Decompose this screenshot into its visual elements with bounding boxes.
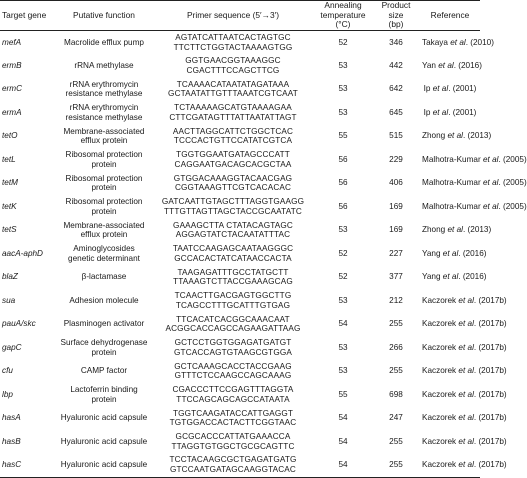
reference-author: Ip (423, 107, 433, 117)
forward-primer: TAATCCAAGAGCAATAAGGGC (172, 244, 294, 254)
reference-year: . (2017b) (473, 389, 507, 399)
function-line: Hyaluronic acid capsule (60, 460, 148, 470)
table-row (0, 383, 480, 407)
table-row (0, 430, 480, 454)
function-line: Surface dehydrogenase (60, 338, 148, 348)
annealing-temperature-cell: 52 (338, 272, 348, 282)
reference-cell (420, 336, 507, 360)
putative-function-cell (56, 101, 152, 125)
reference-et-al: et al (450, 37, 466, 47)
reference-author: Yan (422, 60, 439, 70)
function-line: CAMP factor (80, 366, 128, 376)
target-gene-cell: tetK (2, 201, 17, 211)
function-line: Hyaluronic acid capsule (60, 436, 148, 446)
function-line: Membrane-associated (63, 126, 145, 136)
product-size-cell: 212 (389, 295, 403, 305)
reverse-primer: AGGAGTATCTACAATATTTAC (175, 230, 291, 240)
reference-year: . (2017b) (473, 319, 507, 329)
target-gene-cell: aacA-aphD (2, 248, 43, 258)
reference-author: Malhotra-Kumar (422, 178, 483, 188)
reference-et-al: et al (432, 84, 449, 94)
reference-author: Yang (422, 248, 443, 258)
table-row (0, 172, 480, 196)
annealing-temperature-cell: 53 (338, 366, 348, 376)
reference-cell (420, 125, 492, 149)
target-gene-cell: ermA (2, 107, 22, 117)
table-row (0, 266, 480, 290)
reverse-primer: TCCCACTGTTCCATATCGTCA (173, 136, 293, 146)
putative-function-cell (56, 313, 152, 337)
reference-author: Zhong (422, 131, 448, 141)
primer-sequence-cell (152, 407, 314, 431)
annealing-temperature-cell: 53 (338, 107, 348, 117)
primer-sequence-cell (152, 195, 314, 219)
target-gene-cell: pauA/skc (2, 319, 36, 329)
primer-sequence-cell (152, 78, 314, 102)
forward-primer: TGGTCAAGATACCATTGAGGT (172, 408, 294, 418)
primer-sequence-cell (152, 383, 314, 407)
product-size-cell: 227 (389, 248, 403, 258)
product-size-cell: 642 (389, 84, 403, 94)
putative-function-cell (56, 54, 152, 78)
annealing-temperature-cell: 52 (338, 37, 348, 47)
reference-author: Malhotra-Kumar (422, 154, 483, 164)
table-row (0, 101, 480, 125)
putative-function-cell (56, 125, 152, 149)
putative-function-cell (56, 242, 152, 266)
reference-et-al: et al (482, 201, 499, 211)
function-line: protein (91, 159, 117, 169)
function-line: rRNA methylase (74, 60, 134, 70)
annealing-temperature-cell: 55 (338, 131, 348, 141)
putative-function-cell (56, 195, 152, 219)
table-row (0, 242, 480, 266)
product-size-cell: 169 (389, 201, 403, 211)
reverse-primer: ACGGCACCAGCCAGAAGATTAAG (165, 324, 301, 334)
reference-et-al: et al (458, 389, 474, 399)
primer-sequence-cell (152, 266, 314, 290)
header-temp-line2: temperature (320, 9, 366, 20)
reference-cell (420, 78, 480, 102)
target-gene-cell: hasC (0, 454, 56, 478)
forward-primer: GTGGACAAAGGTACAACGAG (173, 173, 293, 183)
product-size-cell: 645 (389, 107, 403, 117)
annealing-temperature-cell: 54 (338, 319, 348, 329)
annealing-temperature-cell: 56 (338, 178, 348, 188)
annealing-temperature-cell: 54 (338, 436, 348, 446)
function-line: Ribosomal protection (65, 150, 143, 160)
forward-primer: TGGTGGAATGATAGCCCATT (176, 150, 290, 160)
function-line: protein (91, 183, 117, 193)
reference-et-al: et al (458, 460, 474, 470)
primer-sequence-cell (152, 430, 314, 454)
primer-sequence-cell (152, 313, 314, 337)
function-line: Ribosomal protection (65, 197, 143, 207)
reverse-primer: GTCCAATGATAGCAAGGTACAC (170, 465, 296, 474)
reference-author: Malhotra-Kumar (422, 201, 483, 211)
product-size-cell: 255 (372, 454, 420, 478)
reference-et-al: et al (442, 248, 459, 258)
reference-author: Ip (423, 84, 433, 94)
reverse-primer: TTCCAGCAGCAGCCATAATA (176, 394, 290, 404)
target-gene-cell: tetS (2, 225, 17, 235)
header-target-gene: Target gene (0, 1, 56, 31)
forward-primer: TCCTACAAGCGCTGAGATGATG (169, 455, 297, 465)
target-gene-cell: tetM (2, 178, 18, 188)
header-row (0, 1, 480, 31)
function-line: Ribosomal protection (65, 173, 143, 183)
forward-primer: GGTGAACGGTAAAGGC (185, 56, 281, 66)
reference-et-al: et al (442, 272, 459, 282)
header-primer-sequence: Primer sequence (5′→3′) (152, 1, 314, 31)
forward-primer: CGACCCTTCCGAGTTTAGGTA (172, 385, 294, 395)
reverse-primer: TTCTTCTGGTACTAAAAGTGG (173, 42, 293, 52)
reverse-primer: GTCACCAGTGTAAGCGTGGA (174, 347, 292, 357)
putative-function-cell (56, 148, 152, 172)
reference-year: . (2017b) (473, 413, 507, 423)
target-gene-cell: blaZ (2, 272, 18, 282)
target-gene-cell: hasA (2, 413, 21, 423)
annealing-temperature-cell: 53 (338, 225, 348, 235)
putative-function-cell (56, 360, 152, 384)
reference-et-al: et al (438, 60, 454, 70)
header-product-size (372, 1, 420, 31)
reference-cell (420, 360, 507, 384)
reference-cell (420, 54, 480, 78)
reference-author: Kaczorek (422, 436, 459, 446)
reverse-primer: CAGGAATGACAGCACGCTAA (174, 159, 292, 169)
header-temp-line3: (°C) (335, 19, 351, 30)
reference-year: . (2005) (498, 154, 527, 164)
reference-cell (420, 430, 507, 454)
reference-author: Takaya (422, 37, 451, 47)
reference-year: . (2005) (498, 178, 527, 188)
function-line: β-lactamase (81, 272, 127, 282)
putative-function-cell (56, 289, 152, 313)
forward-primer: TAAGAGATTTGCCTATGCTT (177, 267, 289, 277)
product-size-cell: 377 (389, 272, 403, 282)
reference-et-al: et al (458, 295, 474, 305)
table-row (0, 195, 480, 219)
reference-year: . (2017b) (473, 342, 507, 352)
reference-cell (420, 219, 492, 243)
target-gene-cell: gapC (2, 342, 22, 352)
target-gene-cell: tetL (2, 154, 16, 164)
target-gene-cell: ermC (2, 84, 23, 94)
function-line: rRNA erythromycin (69, 103, 139, 113)
table-row (0, 360, 480, 384)
reference-et-al: et al (432, 107, 449, 117)
putative-function-cell (56, 219, 152, 243)
putative-function-cell (56, 266, 152, 290)
reference-year: . (2001) (448, 84, 477, 94)
annealing-temperature-cell: 53 (338, 60, 348, 70)
primer-sequence-cell (152, 125, 314, 149)
product-size-cell: 698 (389, 389, 403, 399)
primer-sequence-cell (152, 360, 314, 384)
putative-function-cell (56, 383, 152, 407)
putative-function-cell (56, 78, 152, 102)
primer-sequence-cell (152, 219, 314, 243)
primer-sequence-cell (152, 289, 314, 313)
table-row (0, 219, 480, 243)
reference-author: Kaczorek (422, 342, 459, 352)
reverse-primer: TTTGTTAGTTAGCTACCGCAATATC (164, 206, 302, 216)
reference-year: . (2017b) (473, 295, 507, 305)
product-size-cell: 247 (389, 413, 403, 423)
table-row (0, 125, 480, 149)
reference-year: . (2016) (453, 60, 482, 70)
function-line: rRNA erythromycin (69, 79, 139, 89)
product-size-cell: 266 (389, 342, 403, 352)
forward-primer: TCAAAACATAATATAGATAAA (176, 79, 290, 89)
reverse-primer: TTAAAGTCTTACCGAAAGCAG (173, 277, 293, 287)
table-body (0, 31, 527, 478)
reference-cell (420, 242, 487, 266)
function-line: Plasminogen activator (63, 319, 145, 329)
reference-cell (420, 101, 480, 125)
reference-cell (420, 289, 507, 313)
target-gene-cell: lbp (2, 389, 13, 399)
annealing-temperature-cell: 56 (338, 154, 348, 164)
target-gene-cell: hasB (2, 436, 21, 446)
target-gene-cell: cfu (2, 366, 13, 376)
product-size-cell: 346 (389, 37, 403, 47)
header-size-line2: (bp) (388, 19, 404, 30)
product-size-cell: 442 (389, 60, 403, 70)
forward-primer: GAAAGCTTA CTATACAGTAGC (173, 220, 293, 230)
function-line: protein (91, 206, 117, 216)
forward-primer: GATCAATTGTAGCTTTAGGTGAAGG (161, 197, 305, 207)
reference-author: Kaczorek (422, 460, 459, 470)
forward-primer: TCTAAAAAGCATGTAAAAGAA (174, 103, 292, 113)
annealing-temperature-cell: 52 (338, 248, 348, 258)
reference-et-al: et al (458, 342, 474, 352)
reverse-primer: CGGTAAAGTTCGTCACACAC (174, 183, 292, 193)
product-size-cell: 169 (389, 225, 403, 235)
table-row (0, 148, 480, 172)
function-line: efflux protein (80, 230, 128, 240)
reverse-primer: GCCACACTATCATAACCACTA (174, 253, 292, 263)
reference-et-al: et al (447, 225, 463, 235)
annealing-temperature-cell: 53 (338, 342, 348, 352)
reference-year: . (2017b) (473, 366, 507, 376)
table-row (0, 54, 480, 78)
header-reference: Reference (420, 1, 480, 31)
target-gene-cell: mefA (2, 37, 22, 47)
reference-cell (420, 195, 527, 219)
primer-sequence-cell (152, 242, 314, 266)
reference-author: Yang (422, 272, 443, 282)
reference-author: Kaczorek (422, 389, 459, 399)
annealing-temperature-cell: 56 (338, 201, 348, 211)
reverse-primer: GTTTCTCCAAGCCAGCAAAG (174, 371, 292, 381)
putative-function-cell (56, 31, 152, 55)
header-temp-line1: Annealing (324, 0, 362, 11)
table-header (0, 1, 480, 31)
annealing-temperature-cell: 55 (338, 389, 348, 399)
forward-primer: GCTCCTGGTGGAGATGATGT (174, 338, 292, 348)
reference-year: . (2010) (465, 37, 494, 47)
putative-function-cell (56, 454, 152, 478)
reverse-primer: TGTGGACCACTACTTCGGTAAC (169, 418, 297, 428)
reference-cell (420, 172, 527, 196)
annealing-temperature-cell: 54 (314, 454, 372, 478)
primer-sequence-cell (152, 336, 314, 360)
target-gene-cell: sua (2, 295, 16, 305)
putative-function-cell (56, 336, 152, 360)
putative-function-cell (56, 430, 152, 454)
reference-year: . (2017b) (473, 436, 507, 446)
function-line: Macrolide efflux pump (64, 37, 144, 47)
reference-author: Kaczorek (422, 319, 459, 329)
primer-sequence-cell (152, 172, 314, 196)
reference-et-al: et al (458, 319, 474, 329)
reference-cell (420, 407, 507, 431)
product-size-cell: 515 (389, 131, 403, 141)
reference-year: . (2013) (462, 225, 492, 235)
header-size-line1: Product size (381, 0, 411, 20)
reference-et-al: et al (447, 131, 463, 141)
reference-cell (420, 31, 494, 55)
product-size-cell: 255 (389, 319, 403, 329)
target-gene-cell: ermB (2, 60, 22, 70)
reference-et-al: et al (458, 413, 474, 423)
target-gene-cell: tetO (2, 131, 18, 141)
table-row (0, 78, 480, 102)
reference-author: Kaczorek (422, 413, 459, 423)
reverse-primer: CGACTTTCCAGCTTCG (186, 65, 280, 75)
product-size-cell: 255 (389, 366, 403, 376)
primer-sequence-cell (152, 31, 314, 55)
reference-et-al: et al (458, 366, 474, 376)
reference-year: . (2005) (498, 201, 527, 211)
function-line: protein (91, 394, 117, 404)
reverse-primer: CTTCGATAGTTTATTAATATTAGT (169, 112, 297, 122)
forward-primer: AGTATCATTAATCACTAGTGC (175, 32, 291, 42)
function-line: genetic determinant (68, 253, 140, 263)
reference-cell (420, 266, 487, 290)
forward-primer: AACTTAGGCATTCTGGCTCAC (172, 126, 294, 136)
function-line: resistance methylase (65, 89, 143, 99)
reference-cell (420, 454, 507, 478)
annealing-temperature-cell: 54 (338, 413, 348, 423)
table-row (0, 454, 480, 478)
reference-author: Zhong (422, 225, 448, 235)
function-line: protein (91, 347, 117, 357)
reference-cell (420, 383, 507, 407)
product-size-cell: 255 (389, 436, 403, 446)
putative-function-cell (56, 172, 152, 196)
forward-primer: GCTCAAAGCACCTACCGAAG (174, 361, 292, 371)
reference-et-al: et al (458, 436, 474, 446)
annealing-temperature-cell: 53 (338, 84, 348, 94)
forward-primer: TTCACATCACGGCAAACAAT (176, 314, 290, 324)
function-line: Adhesion molecule (69, 295, 139, 305)
function-line: efflux protein (80, 136, 128, 146)
primer-sequence-cell (152, 454, 314, 478)
reference-year: . (2016) (458, 272, 487, 282)
primer-sequence-cell (152, 101, 314, 125)
putative-function-cell (56, 407, 152, 431)
reference-et-al: et al (482, 178, 499, 188)
forward-primer: TCAACTTGACGAGTGGCTTG (174, 291, 292, 301)
reverse-primer: TTAGGTGTGGCTGCGCAGTTC (171, 441, 295, 451)
reverse-primer: GCTAATATTGTTTAAATCGTCAAT (168, 89, 298, 99)
annealing-temperature-cell: 53 (338, 295, 348, 305)
function-line: Lactoferrin binding (70, 385, 138, 395)
reverse-primer: TCAGCCTTTGCATTTGTGAG (175, 300, 291, 310)
product-size-cell: 229 (389, 154, 403, 164)
table-row (0, 336, 480, 360)
reference-year: . (2001) (448, 107, 477, 117)
product-size-cell: 406 (389, 178, 403, 188)
header-annealing-temperature (314, 1, 372, 31)
table-row (0, 289, 480, 313)
function-line: resistance methylase (65, 112, 143, 122)
reference-year: . (2013) (462, 131, 492, 141)
table-row (0, 31, 480, 55)
reference-year: . (2017b) (473, 460, 507, 470)
primer-sequence-cell (152, 148, 314, 172)
reference-et-al: et al (482, 154, 499, 164)
reference-cell (420, 148, 527, 172)
table-row (0, 313, 480, 337)
reference-cell (420, 313, 507, 337)
reference-author: Kaczorek (422, 366, 459, 376)
reference-author: Kaczorek (422, 295, 459, 305)
primer-sequence-cell (152, 54, 314, 78)
function-line: Membrane-associated (63, 220, 145, 230)
function-line: Hyaluronic acid capsule (60, 413, 148, 423)
function-line: Aminoglycosides (73, 244, 135, 254)
header-putative-function: Putative function (56, 1, 152, 31)
table-row (0, 407, 480, 431)
forward-primer: GCGCACCCATTATGAAACCA (175, 432, 291, 442)
reference-year: . (2016) (458, 248, 487, 258)
